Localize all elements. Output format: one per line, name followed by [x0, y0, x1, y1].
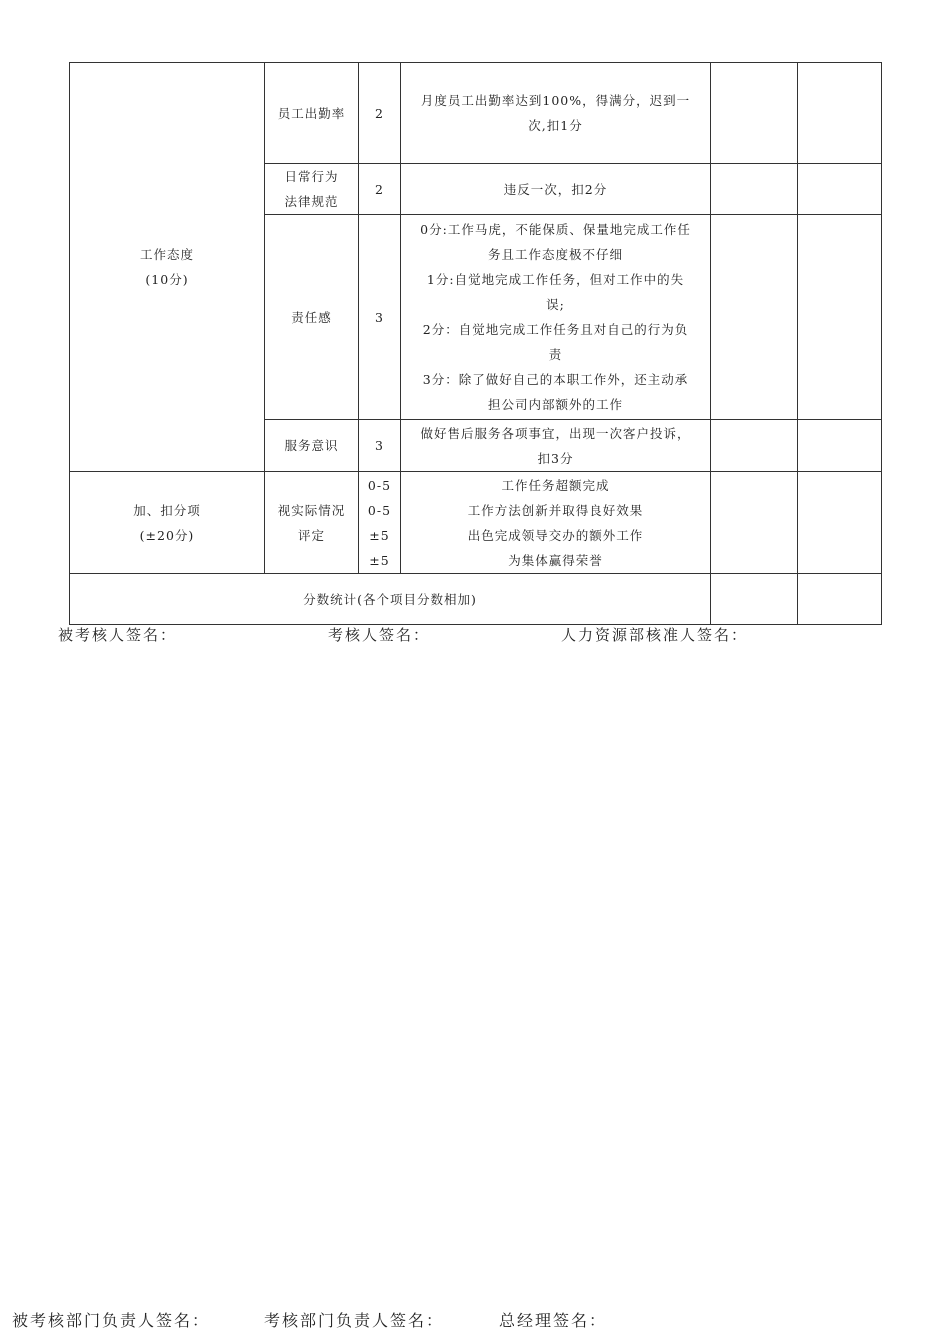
item-score: 2 [375, 181, 384, 197]
criteria-line: 误; [546, 297, 565, 312]
criteria-line: 工作任务超额完成 [501, 477, 610, 493]
self-total-cell [711, 574, 798, 625]
criteria-line: 次,扣1分 [528, 118, 583, 133]
item-name-cell [265, 63, 359, 164]
total-label-cell [70, 574, 711, 625]
item-name: 责任感 [291, 309, 332, 325]
final-score-cell [798, 472, 882, 574]
self-score-cell [711, 472, 798, 574]
final-score-cell [798, 215, 882, 420]
criteria-line: 做好售后服务各项事宜，出现一次客户投诉， [420, 425, 691, 441]
criteria-line: 3分：除了做好自己的本职工作外，还主动承 [422, 372, 689, 387]
hr-signature-label: 人力资源部核准人签名： [561, 626, 749, 644]
total-label: 分数统计(各个项目分数相加) [303, 591, 477, 607]
self-score-cell [711, 63, 798, 164]
gm-signature-label: 总经理签名： [499, 1311, 608, 1330]
criteria-line: 为集体赢得荣誉 [508, 552, 603, 568]
item-criteria-cell [401, 472, 711, 574]
item-name-cell [265, 472, 359, 574]
category-label: 工作态度 [139, 247, 194, 262]
self-score-cell [711, 164, 798, 215]
item-name-cell [265, 164, 359, 215]
criteria-line: 责 [548, 347, 563, 362]
item-score: 0-5 [367, 477, 392, 493]
item-score: 3 [375, 438, 384, 453]
final-total-cell [798, 574, 882, 625]
assessor-signature-label: 考核人签名： [328, 626, 431, 644]
item-name: 法律规范 [284, 194, 339, 209]
assessment-table [69, 62, 882, 625]
table-row [70, 472, 882, 574]
criteria-line: 扣3分 [537, 450, 574, 466]
item-criteria-cell [401, 215, 711, 420]
criteria-line: 1分:自觉地完成工作任务，但对工作中的失 [426, 272, 685, 287]
item-score: ±5 [369, 527, 390, 543]
dept-head-signature-label: 被考核部门负责人签名： [12, 1311, 211, 1330]
item-score: ±5 [369, 552, 390, 568]
item-name: 视实际情况 [277, 502, 346, 518]
criteria-line: 务且工作态度极不仔细 [487, 247, 623, 262]
category-points: (10分) [145, 272, 189, 287]
category-label: 加、扣分项 [133, 502, 201, 518]
item-name: 员工出勤率 [277, 105, 346, 121]
self-score-cell [711, 420, 798, 472]
item-score-cell [359, 215, 401, 420]
item-score-cell [359, 420, 401, 472]
assessor-dept-head-signature-label: 考核部门负责人签名： [264, 1311, 445, 1330]
final-score-cell [798, 63, 882, 164]
criteria-line: 0分:工作马虎，不能保质、保量地完成工作任 [420, 222, 691, 237]
item-name: 服务意识 [284, 438, 339, 453]
item-score-cell [359, 472, 401, 574]
item-score: 2 [375, 105, 384, 121]
criteria-line: 月度员工出勤率达到100%，得满分，迟到一 [420, 93, 691, 108]
item-name: 日常行为 [284, 169, 339, 184]
item-criteria-cell [401, 164, 711, 215]
item-score-cell [359, 164, 401, 215]
item-score: 0-5 [367, 502, 392, 518]
item-name: 评定 [297, 527, 325, 543]
self-score-cell [711, 215, 798, 420]
table-row [70, 63, 882, 164]
category-cell [70, 472, 265, 574]
category-points: (±20分) [139, 527, 195, 543]
final-score-cell [798, 420, 882, 472]
item-score-cell [359, 63, 401, 164]
criteria-line: 工作方法创新并取得良好效果 [467, 502, 644, 518]
final-score-cell [798, 164, 882, 215]
item-criteria-cell [401, 420, 711, 472]
criteria-line: 2分：自觉地完成工作任务且对自己的行为负 [422, 322, 689, 337]
item-score: 3 [375, 309, 384, 325]
table-row [70, 574, 882, 625]
assessee-signature-label: 被考核人签名： [58, 626, 178, 644]
criteria-line: 担公司内部额外的工作 [487, 397, 623, 412]
criteria-line: 违反一次，扣2分 [503, 181, 608, 197]
item-criteria-cell [401, 63, 711, 164]
category-cell [70, 63, 265, 472]
item-name-cell [265, 215, 359, 420]
item-name-cell [265, 420, 359, 472]
criteria-line: 出色完成领导交办的额外工作 [467, 527, 644, 543]
